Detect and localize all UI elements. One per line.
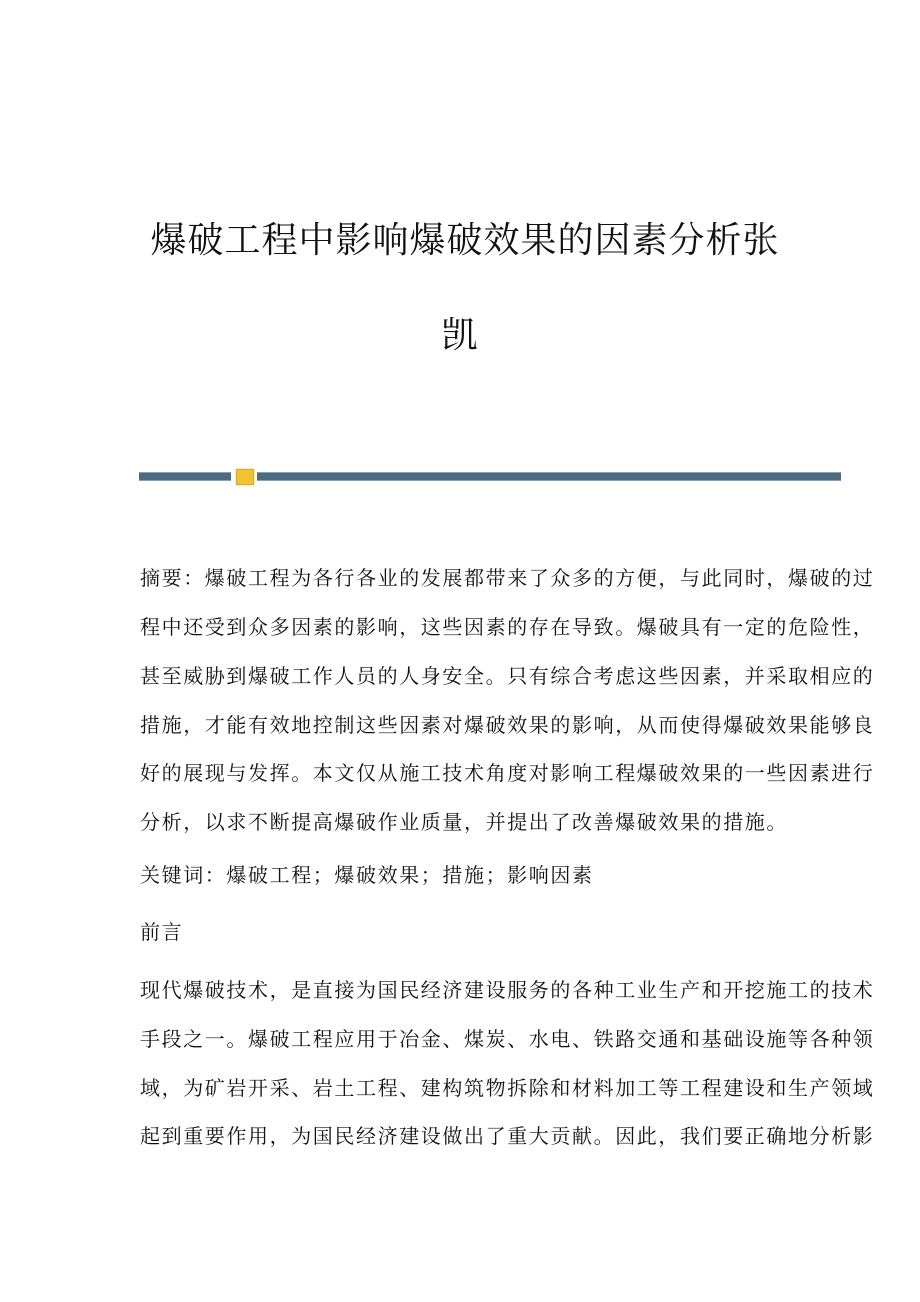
abstract-line: 分析，以求不断提高爆破作业质量，并提出了改善爆破效果的措施。 [140, 810, 788, 834]
preface-heading: 前言 [140, 920, 184, 944]
keywords: 关键词：爆破工程；爆破效果；措施；影响因素 [140, 863, 594, 887]
abstract-line: 甚至威胁到爆破工作人员的人身安全。只有综合考虑这些因素，并采取相应的 [140, 664, 875, 688]
abstract-line: 程中还受到众多因素的影响，这些因素的存在导致。爆破具有一定的危险性， [140, 615, 875, 639]
preface-line: 手段之一。爆破工程应用于冶金、煤炭、水电、铁路交通和基础设施等各种领 [140, 1027, 875, 1051]
document-title-author: 凯 [441, 315, 479, 356]
preface-line: 起到重要作用，为国民经济建设做出了重大贡献。因此，我们要正确地分析影 [140, 1124, 875, 1148]
divider-right [257, 472, 841, 481]
abstract-line: 摘要：爆破工程为各行各业的发展都带来了众多的方便，与此同时，爆破的过 [140, 566, 875, 590]
preface-line: 域，为矿岩开采、岩土工程、建构筑物拆除和材料加工等工程建设和生产领域 [140, 1076, 875, 1100]
divider-left [139, 472, 231, 481]
abstract-line: 好的展现与发挥。本文仅从施工技术角度对影响工程爆破效果的一些因素进行 [140, 761, 875, 785]
document-title: 爆破工程中影响爆破效果的因素分析张 [150, 220, 780, 261]
abstract-line: 措施，才能有效地控制这些因素对爆破效果的影响，从而使得爆破效果能够良 [140, 713, 875, 737]
preface-line: 现代爆破技术，是直接为国民经济建设服务的各种工业生产和开挖施工的技术 [140, 978, 875, 1002]
divider-emblem-icon [236, 469, 254, 485]
